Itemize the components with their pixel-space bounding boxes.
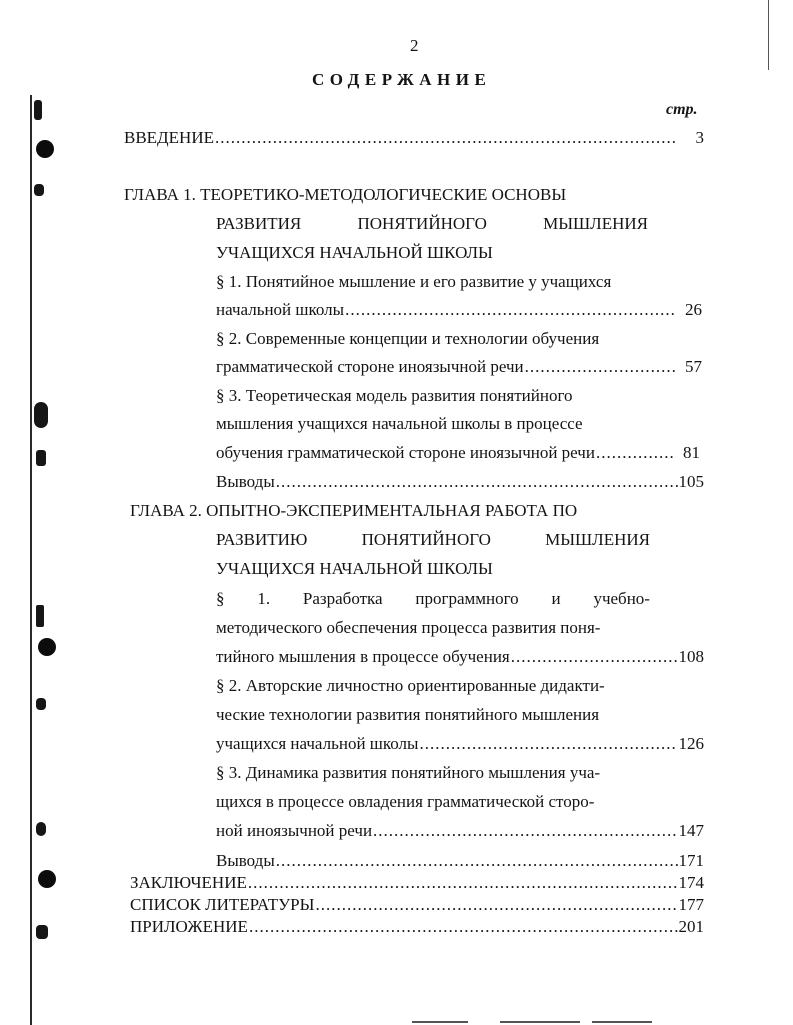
scan-bottom-mark	[412, 1021, 468, 1023]
toc-entry-label: тийного мышления в процессе обучения	[216, 647, 510, 666]
dot-leader	[511, 647, 678, 667]
dot-leader	[249, 917, 678, 937]
dot-leader	[276, 472, 678, 492]
chapter-2-title-line2	[216, 530, 650, 550]
scan-bottom-mark	[592, 1021, 652, 1023]
punch-hole	[36, 140, 54, 158]
section-word: Разработка	[302, 589, 383, 608]
scan-edge-mark	[768, 0, 769, 70]
punch-hole	[38, 870, 56, 888]
title-word: МЫШЛЕНИЯ	[545, 530, 650, 549]
toc-entry-page: 108	[678, 647, 704, 666]
dot-leader	[215, 128, 675, 148]
section-1-3-line1: § 3. Теоретическая модель развития понятийного	[216, 386, 573, 405]
title-word: МЫШЛЕНИЯ	[543, 214, 648, 233]
toc-entry-chapter-1-conclusions[interactable]	[216, 472, 704, 492]
toc-entry-page: 3	[695, 128, 704, 147]
section-1-3-line2: мышления учащихся начальной школы в процессе	[216, 414, 583, 433]
ink-blot	[34, 184, 44, 196]
section-word: §	[216, 589, 225, 608]
dot-leader	[525, 357, 676, 377]
toc-entry-label: учащихся начальной школы	[216, 734, 419, 753]
toc-entry-page: 201	[678, 917, 704, 936]
toc-entry-page: 57	[685, 357, 702, 376]
toc-entry-label: Выводы	[216, 851, 275, 870]
ink-blot	[36, 822, 46, 836]
toc-entry-label: Выводы	[216, 472, 275, 491]
section-2-3-line2: щихся в процессе овладения грамматической сторо-	[216, 792, 595, 811]
section-2-2-line1: § 2. Авторские личностно ориентированные дидакти-	[216, 676, 605, 695]
toc-entry-section-1-3[interactable]	[216, 443, 700, 463]
toc-entry-chapter-2-conclusions[interactable]	[216, 851, 704, 871]
toc-entry-label: ной иноязычной речи	[216, 821, 373, 840]
toc-entry-section-1-2[interactable]	[216, 357, 702, 377]
page-title: СОДЕРЖАНИЕ	[312, 70, 492, 89]
section-word: 1.	[257, 589, 271, 608]
toc-entry-page: 174	[678, 873, 704, 892]
dot-leader	[419, 734, 677, 754]
toc-entry-page: 81	[683, 443, 700, 462]
toc-entry-label: СПИСОК ЛИТЕРАТУРЫ	[130, 895, 315, 914]
chapter-2-title-line3: УЧАЩИХСЯ НАЧАЛЬНОЙ ШКОЛЫ	[216, 559, 493, 578]
title-word: ПОНЯТИЙНОГО	[361, 530, 491, 549]
section-word: учебно-	[593, 589, 650, 608]
toc-entry-label: ПРИЛОЖЕНИЕ	[130, 917, 248, 936]
toc-entry-page: 171	[678, 851, 704, 870]
title-word: РАЗВИТИЯ	[216, 214, 302, 233]
toc-entry-intro[interactable]	[124, 128, 704, 148]
dot-leader	[276, 851, 678, 871]
toc-entry-section-2-3[interactable]	[216, 821, 704, 841]
toc-entry-section-1-1[interactable]	[216, 300, 702, 320]
ink-blot	[36, 925, 48, 939]
ink-blot	[36, 605, 44, 627]
toc-entry-label: обучения грамматической стороне иноязычной речи	[216, 443, 595, 462]
section-1-2-line1: § 2. Современные концепции и технологии обучения	[216, 329, 600, 348]
toc-entry-page: 105	[678, 472, 704, 491]
toc-entry-conclusion[interactable]	[130, 873, 704, 893]
title-word: ПОНЯТИЙНОГО	[357, 214, 487, 233]
binding-edge-line	[30, 95, 32, 1025]
section-2-3-line1: § 3. Динамика развития понятийного мышления уча-	[216, 763, 601, 782]
punch-hole	[38, 638, 56, 656]
page-column-label: стр.	[666, 101, 698, 118]
dot-leader	[315, 895, 677, 915]
toc-entry-page: 126	[678, 734, 704, 753]
toc-entry-page: 147	[678, 821, 704, 840]
chapter-1-title-line1: ГЛАВА 1. ТЕОРЕТИКО-МЕТОДОЛОГИЧЕСКИЕ ОСНОВЫ	[124, 185, 567, 204]
chapter-1-title-line3: УЧАЩИХСЯ НАЧАЛЬНОЙ ШКОЛЫ	[216, 243, 493, 262]
toc-entry-label: ВВЕДЕНИЕ	[124, 128, 214, 147]
toc-entry-label: начальной школы	[216, 300, 345, 319]
chapter-2-title-line1: ГЛАВА 2. ОПЫТНО-ЭКСПЕРИМЕНТАЛЬНАЯ РАБОТА ПО	[130, 501, 578, 520]
toc-entry-page: 177	[678, 895, 704, 914]
toc-entry-references[interactable]	[130, 895, 704, 915]
toc-entry-section-2-2[interactable]	[216, 734, 704, 754]
ink-blot	[36, 450, 46, 466]
chapter-1-title-line2	[216, 214, 648, 234]
punch-hole-partial	[34, 402, 48, 428]
title-word: РАЗВИТИЮ	[216, 530, 308, 549]
section-2-2-line2: ческие технологии развития понятийного мышления	[216, 705, 600, 724]
section-2-1-line2: методического обеспечения процесса развития поня-	[216, 618, 601, 637]
scan-bottom-mark	[500, 1021, 580, 1023]
section-word: и	[551, 589, 561, 608]
toc-entry-label: ЗАКЛЮЧЕНИЕ	[130, 873, 247, 892]
toc-entry-section-2-1[interactable]	[216, 647, 704, 667]
section-word: программного	[415, 589, 519, 608]
dot-leader	[373, 821, 677, 841]
dot-leader	[248, 873, 678, 893]
toc-entry-page: 26	[685, 300, 702, 319]
page-number: 2	[410, 36, 419, 55]
dot-leader	[596, 443, 676, 463]
ink-blot	[36, 698, 46, 710]
ink-blot	[34, 100, 42, 120]
section-1-1-line1: § 1. Понятийное мышление и его развитие у учащихся	[216, 272, 612, 291]
toc-entry-appendix[interactable]	[130, 917, 704, 937]
dot-leader	[345, 300, 676, 320]
section-2-1-line1	[216, 589, 650, 609]
toc-entry-label: грамматической стороне иноязычной речи	[216, 357, 524, 376]
